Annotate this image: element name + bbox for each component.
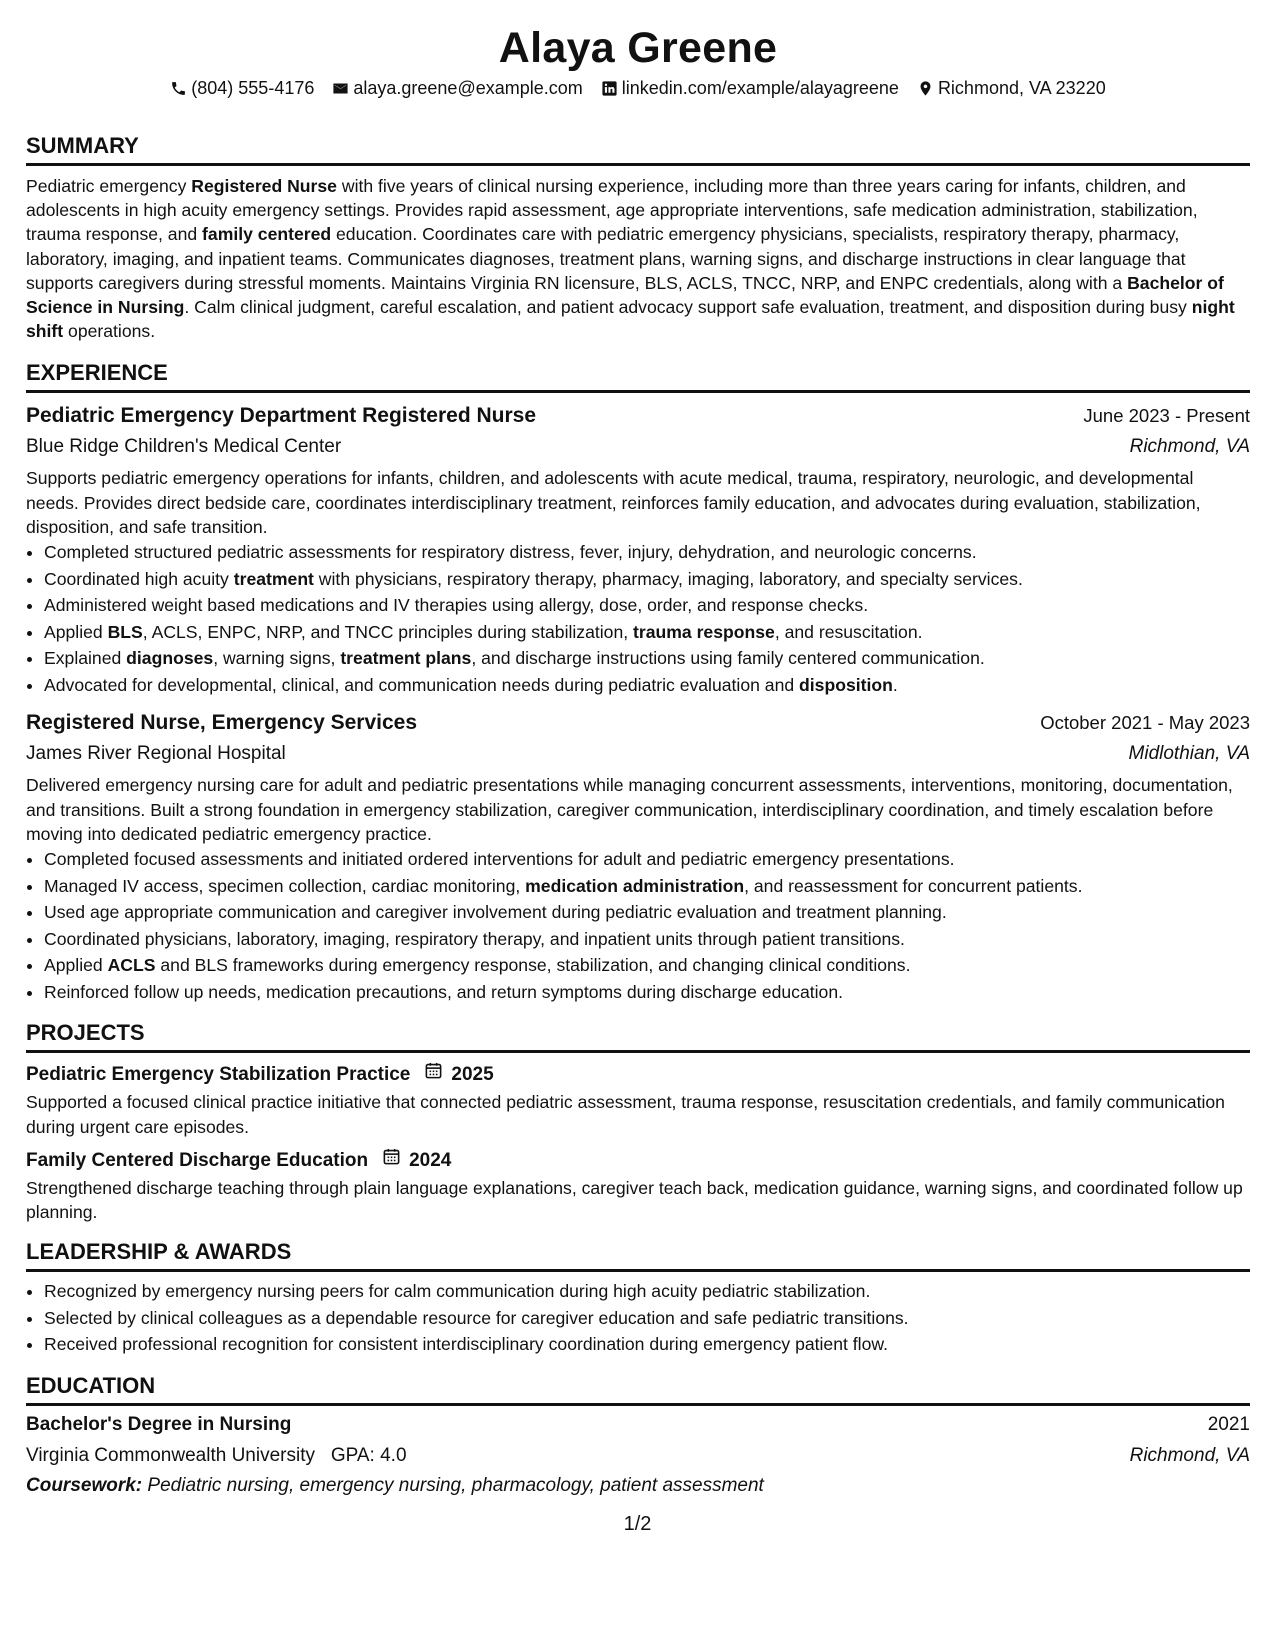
degree-title: Bachelor's Degree in Nursing (26, 1413, 292, 1435)
resume-page (26, 0, 1250, 1501)
project-year: 2024 (409, 1149, 452, 1171)
bullet-text: Used age appropriate communication and caregiver involvement during pediatric evaluation and treatment planning. (44, 902, 947, 923)
leadership-bullet-list (26, 1278, 1250, 1358)
gpa: GPA: 4.0 (330, 1444, 407, 1466)
project-description: Strengthened discharge teaching through plain language explanations, caregiver teach back, medication guidance, warning signs, and coordinated follow up planning. (26, 1177, 1243, 1223)
bullet-text: . (892, 674, 898, 695)
list-item: • Received professional recognition for consistent interdisciplinary coordination during emergency patient flow. (44, 1331, 1250, 1358)
bullet-text: Explained (44, 648, 127, 669)
project-entry (26, 1061, 1250, 1139)
school-location: Richmond, VA (1129, 1444, 1250, 1466)
bullet-text: Completed focused assessments and initiated ordered interventions for adult and pediatric emergency presentations. (44, 849, 955, 870)
bullet-text: Managed IV access, specimen collection, cardiac monitoring, (44, 875, 526, 896)
bullet-bold: diagnoses (126, 648, 214, 669)
project-description: Supported a focused clinical practice initiative that connected pediatric assessment, trauma response, resuscitation credentials, and family communication during urgent care episodes. (26, 1092, 1225, 1137)
job-title: Pediatric Emergency Department Registered Nurse (26, 404, 537, 428)
bullet-text: , and discharge instructions using family centered communication. (471, 648, 985, 669)
bullet-bold: BLS (107, 621, 143, 642)
list-item (44, 846, 1250, 873)
list-item (44, 873, 1250, 900)
job-dates: June 2023 - Present (1083, 405, 1250, 427)
summary-text: education. Coordinates care with pediatric emergency physicians, specialists, respiratory therapy, pharmacy, laboratory, imaging, and inpatient teams. Communicates diagnoses, treatment plans, warning signs, and discharge instructions in clear language that supports caregivers during stressful moments. Maintains Virginia RN licensure, BLS, ACLS, TNCC, NRP, and ENPC credentials, along with a (26, 224, 1186, 293)
job-bullet-list (26, 539, 1250, 698)
contact-linkedin[interactable] (601, 76, 899, 100)
bullet-text: Coordinated high acuity (44, 568, 234, 589)
summary-heading: SUMMARY (26, 132, 1250, 166)
project-title: Pediatric Emergency Stabilization Practice (26, 1064, 411, 1086)
bullet-text: Applied (44, 621, 108, 642)
phone-text: (804) 555-4176 (191, 78, 315, 98)
education-entry (26, 1410, 1250, 1501)
project-title: Family Centered Discharge Education (26, 1149, 369, 1171)
bullet-text: Completed structured pediatric assessments for respiratory distress, fever, injury, dehydration, and neurologic concerns. (44, 542, 977, 563)
school-line (26, 1440, 407, 1471)
job-description: Delivered emergency nursing care for adult and pediatric presentations while managing concurrent assessments, interventions, monitoring, documentation, and transitions. Built a strong foundation in emergency stabilization, caregiver communication, interdisciplinary coordination, and timely escalation before moving into dedicated pediatric emergency practice. (26, 775, 1233, 844)
job-entry (26, 401, 1250, 698)
summary-text: . Calm clinical judgment, careful escalation, and patient advocacy support safe evaluation, treatment, and disposition during busy (184, 297, 1192, 318)
list-item (44, 952, 1250, 979)
job-entry (26, 708, 1250, 1005)
job-organization: Blue Ridge Children's Medical Center (26, 436, 342, 458)
job-location: Midlothian, VA (1128, 743, 1250, 765)
education-heading: EDUCATION (26, 1372, 1250, 1406)
bullet-text: and BLS frameworks during emergency response, stabilization, and changing clinical conditions. (155, 955, 911, 976)
bullet-bold: medication administration (525, 875, 745, 896)
bullet-text: , and reassessment for concurrent patients. (744, 875, 1083, 896)
candidate-name: Alaya Greene (498, 24, 778, 72)
school-name: Virginia Commonwealth University (26, 1444, 315, 1466)
coursework-text: Pediatric nursing, emergency nursing, pharmacology, patient assessment (147, 1474, 764, 1496)
list-item (44, 645, 1250, 672)
list-item (44, 566, 1250, 593)
linkedin-link[interactable]: linkedin.com/example/alayagreene (621, 78, 899, 98)
summary-bold: Bachelor of Science in Nursing (26, 272, 1224, 318)
list-item (44, 619, 1250, 646)
contact-location (917, 76, 1106, 100)
list-item (44, 979, 1250, 1006)
envelope-icon (332, 80, 349, 97)
linkedin-icon (601, 80, 618, 97)
contact-email[interactable] (332, 76, 582, 100)
job-location: Richmond, VA (1129, 436, 1250, 458)
calendar-icon (376, 1147, 401, 1175)
page-number: 1/2 (623, 1513, 652, 1535)
list-item (44, 899, 1250, 926)
calendar-icon (418, 1061, 443, 1089)
bullet-text: , warning signs, (213, 648, 341, 669)
bullet-text: , ACLS, ENPC, NRP, and TNCC principles during stabilization, (142, 621, 634, 642)
list-item: • Recognized by emergency nursing peers for calm communication during high acuity pediatric stabilization. (44, 1278, 1250, 1305)
bullet-text: Reinforced follow up needs, medication precautions, and return symptoms during discharge education. (44, 981, 844, 1002)
summary-text (26, 174, 1250, 343)
summary-bold: family centered (202, 224, 332, 245)
contact-bar (26, 76, 1250, 100)
summary-text: Pediatric emergency (26, 176, 192, 196)
map-pin-icon (917, 80, 934, 97)
projects-heading: PROJECTS (26, 1019, 1250, 1053)
graduation-year: 2021 (1207, 1413, 1250, 1435)
job-bullet-list (26, 846, 1250, 1005)
experience-heading: EXPERIENCE (26, 359, 1250, 393)
job-dates: October 2021 - May 2023 (1040, 712, 1250, 734)
bullet-text: Advocated for developmental, clinical, and communication needs during pediatric evaluation and (44, 674, 800, 695)
bullet-bold: treatment plans (340, 648, 472, 669)
list-item (44, 672, 1250, 699)
project-year: 2025 (451, 1064, 494, 1086)
bullet-text: , and resuscitation. (774, 621, 923, 642)
location-text: Richmond, VA 23220 (937, 78, 1106, 98)
bullet-text: Coordinated physicians, laboratory, imaging, respiratory therapy, and inpatient units through patient transitions. (44, 928, 905, 949)
email-link[interactable]: alaya.greene@example.com (353, 78, 583, 98)
job-organization: James River Regional Hospital (26, 743, 286, 765)
phone-icon (170, 80, 187, 97)
bullet-bold: trauma response (633, 621, 775, 642)
job-title: Registered Nurse, Emergency Services (26, 711, 418, 735)
summary-text: with five years of clinical nursing experience, including more than three years caring for infants, children, and adolescents in high acuity emergency settings. Provides rapid assessment, age appropriate interventions, safe medication administration, stabilization, trauma response, and (26, 176, 1198, 245)
bullet-bold: treatment (233, 568, 314, 589)
list-item (44, 592, 1250, 619)
bullet-bold: ACLS (107, 955, 156, 976)
bullet-text: Administered weight based medications and IV therapies using allergy, dose, order, and response checks. (44, 595, 869, 616)
coursework-label: Coursework: (26, 1474, 143, 1496)
list-item (44, 926, 1250, 953)
summary-bold: Registered Nurse (191, 176, 337, 196)
coursework-line (26, 1471, 1250, 1501)
bullet-text: Applied (44, 955, 108, 976)
leadership-heading: LEADERSHIP & AWARDS (26, 1238, 1250, 1272)
list-item (44, 539, 1250, 566)
project-entry (26, 1147, 1250, 1225)
summary-bold: night shift (26, 297, 1235, 342)
list-item: • Selected by clinical colleagues as a dependable resource for caregiver education and safe pediatric transitions. (44, 1305, 1250, 1332)
summary-text: operations. (63, 321, 156, 342)
job-description: Supports pediatric emergency operations for infants, children, and adolescents with acute medical, trauma, respiratory, neurologic, and developmental needs. Provides direct bedside care, coordinates interdisciplinary treatment, reinforces family education, and advocates during evaluation, stabilization, disposition, and safe transition. (26, 468, 1201, 538)
contact-phone (170, 76, 314, 100)
bullet-bold: disposition (799, 674, 893, 695)
bullet-text: with physicians, respiratory therapy, pharmacy, imaging, laboratory, and specialty services. (313, 568, 1023, 589)
